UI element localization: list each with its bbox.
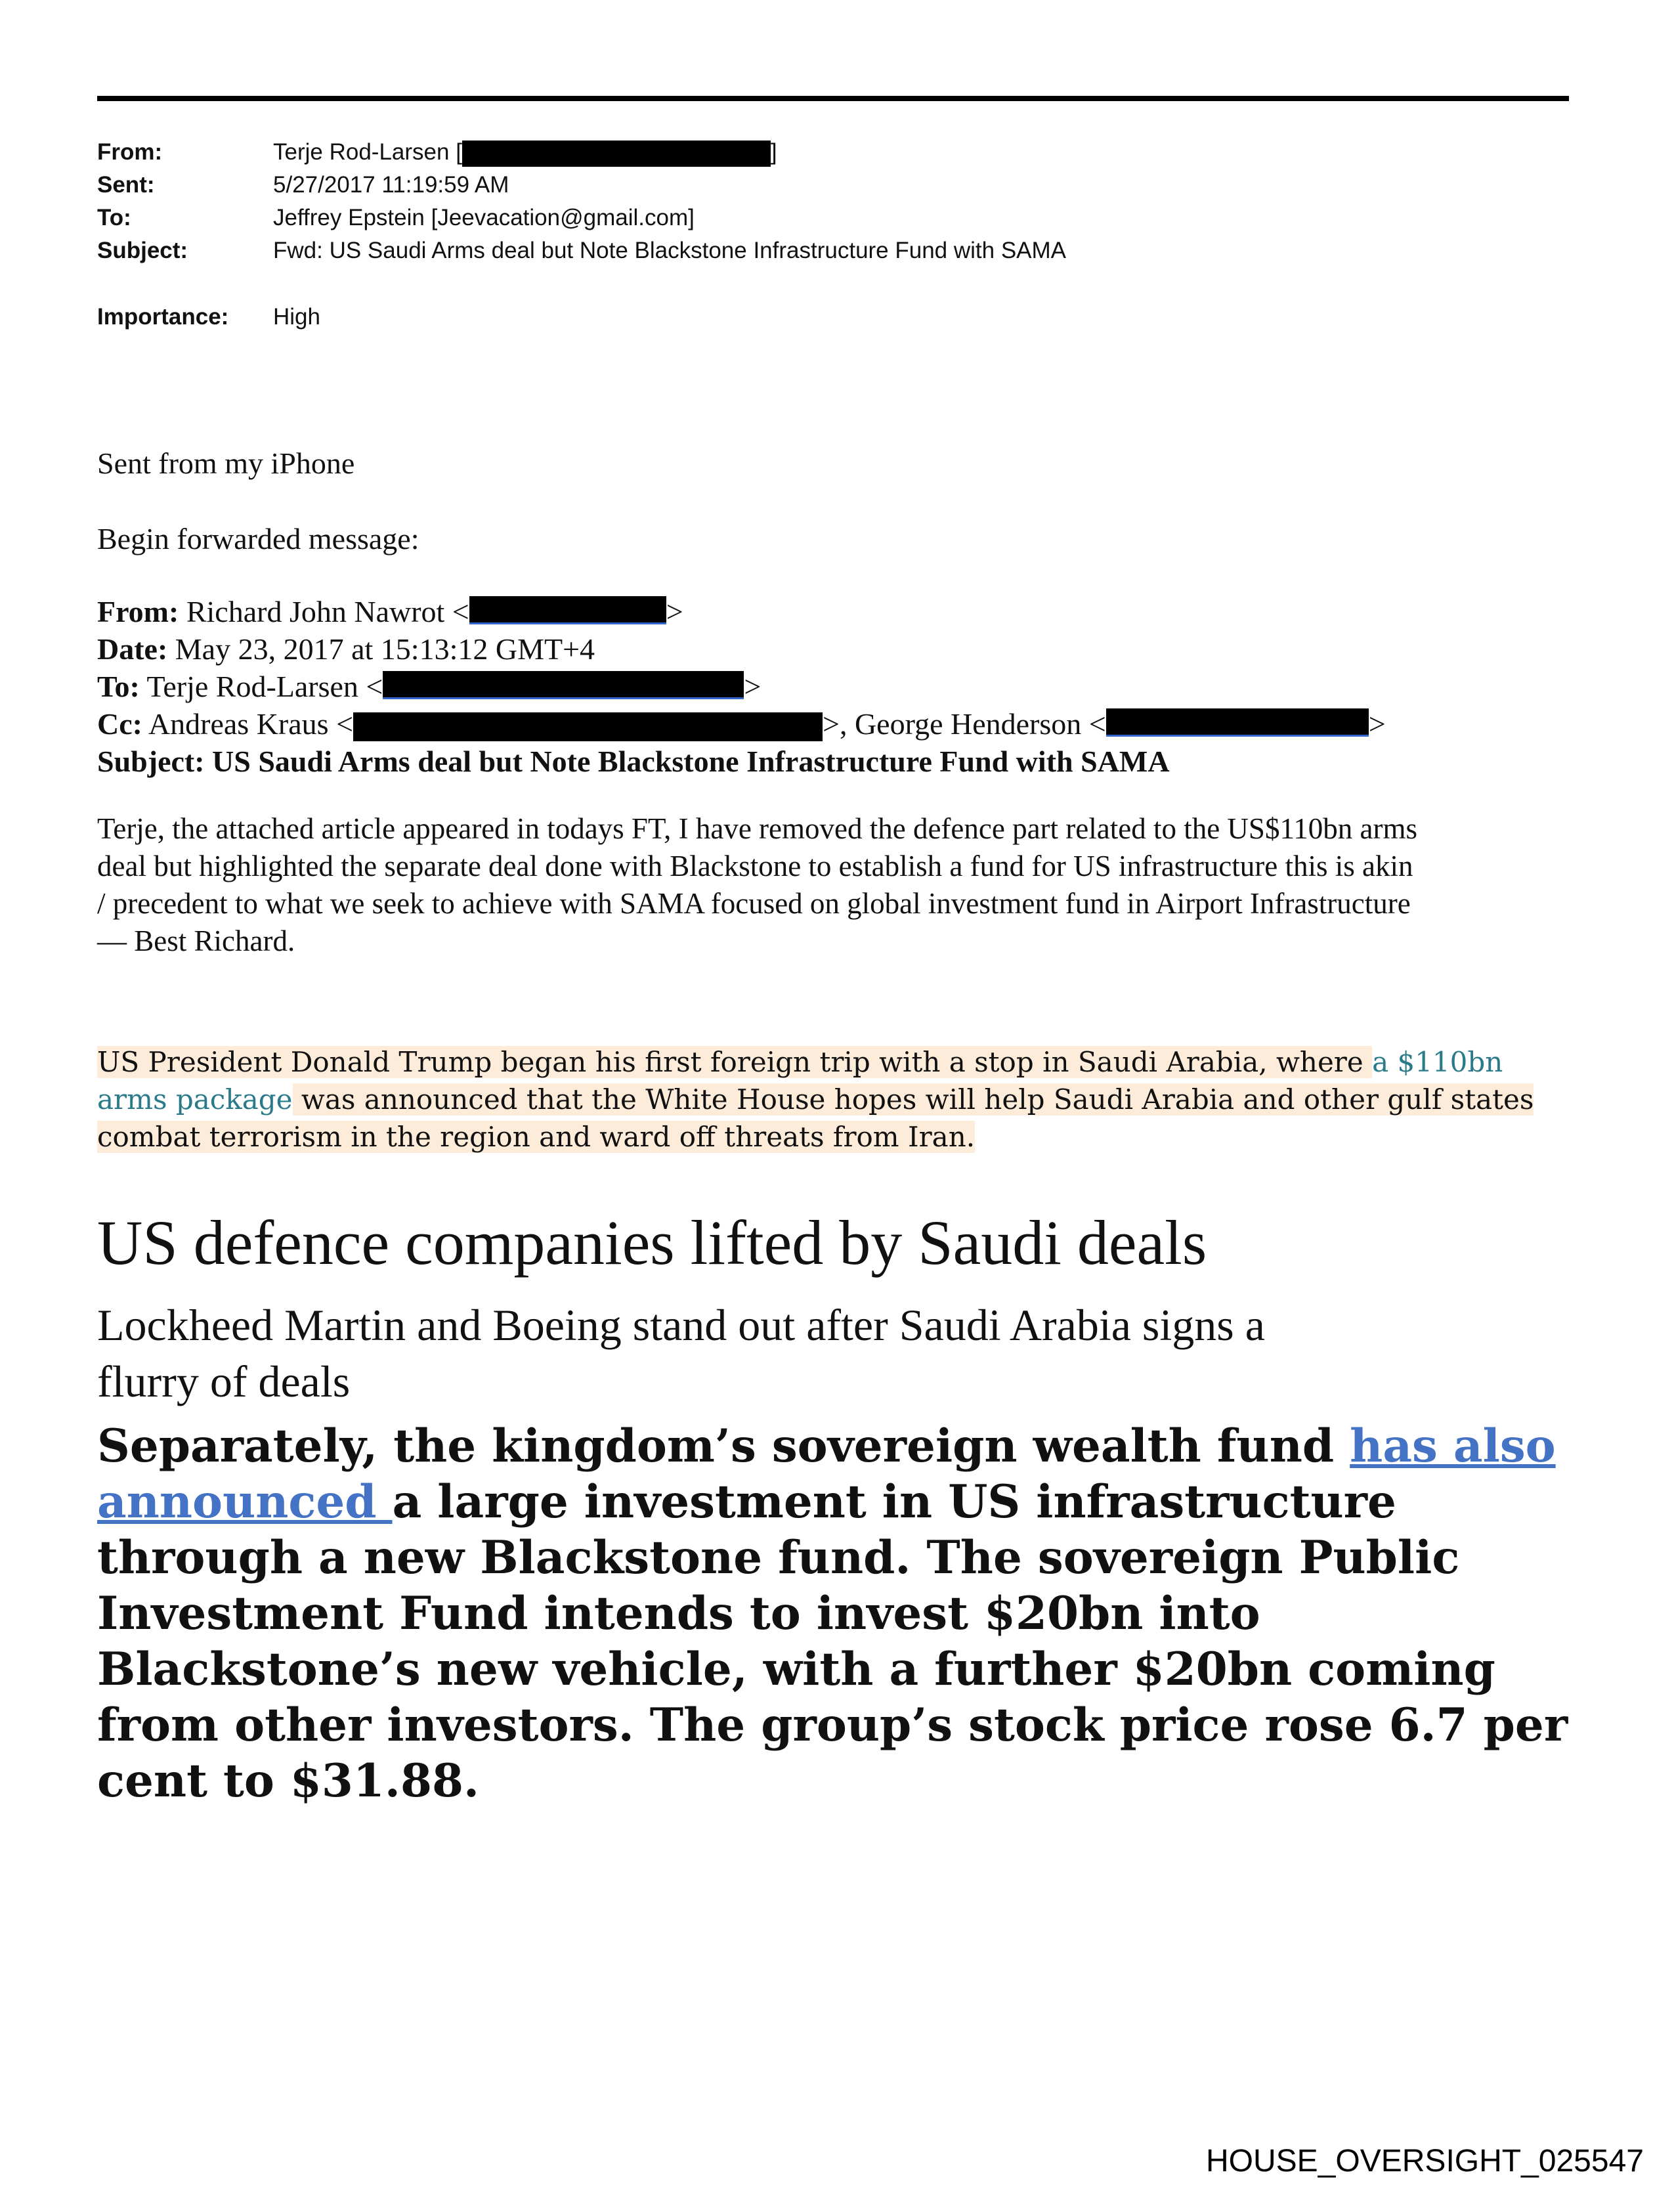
redaction-box	[469, 596, 666, 624]
message-line: — Best Richard.	[97, 924, 295, 957]
bates-number: HOUSE_OVERSIGHT_025547	[1206, 2144, 1644, 2179]
fwd-to-name: Terje Rod-Larsen <	[146, 670, 383, 703]
fwd-cc-row	[97, 705, 1386, 743]
fwd-to-row	[97, 668, 761, 705]
fwd-cc-close: >	[1368, 707, 1386, 741]
header-sent-label: Sent:	[97, 172, 155, 198]
has-also-announced-link[interactable]: announced	[97, 1475, 393, 1529]
message-line: deal but highlighted the separate deal done with Blackstone to establish a fund for US infrastructure this is akin	[97, 850, 1413, 882]
fwd-to-label: To:	[97, 670, 140, 703]
header-to-row	[97, 202, 1016, 234]
message-body	[97, 810, 1574, 960]
article-paragraph-line-5: Blackstone’s new vehicle, with a further $20bn coming	[97, 1643, 1495, 1696]
fwd-to-close: >	[744, 670, 762, 703]
header-from-value: Terje Rod-Larsen [	[273, 139, 462, 165]
header-importance-value: High	[273, 304, 320, 330]
highlight-text: was announced that the White House hopes will help Saudi Arabia and other gulf states	[292, 1083, 1534, 1116]
fwd-cc-name1: Andreas Kraus <	[148, 707, 354, 741]
header-subject-label: Subject:	[97, 238, 188, 263]
header-subject-value: Fwd: US Saudi Arms deal but Note Blackstone Infrastructure Fund with SAMA	[273, 238, 1067, 263]
article-standfirst-line-1: Lockheed Martin and Boeing stand out after Saudi Arabia signs a	[97, 1300, 1265, 1350]
fwd-from-row	[97, 593, 683, 630]
highlight-line-1	[97, 1043, 1503, 1081]
article-paragraph-line-7: cent to $31.88.	[97, 1754, 479, 1808]
fwd-from-label: From:	[97, 595, 179, 628]
header-subject-row	[97, 234, 1344, 267]
fwd-from-close: >	[666, 595, 683, 628]
header-from-row	[97, 136, 1016, 169]
highlight-line-3	[97, 1118, 975, 1156]
header-from-close: ]	[770, 139, 777, 165]
article-paragraph-line-1	[97, 1418, 1556, 1474]
article-paragraph-line-6: from other investors. The group’s stock price rose 6.7 per	[97, 1699, 1568, 1752]
arms-package-link[interactable]: arms package	[97, 1083, 293, 1116]
highlight-line-2	[97, 1081, 1534, 1118]
header-importance-label: Importance:	[97, 304, 229, 330]
top-rule	[97, 96, 1569, 101]
redaction-box	[353, 712, 823, 741]
header-sent-row	[97, 169, 1016, 202]
article-paragraph-line-3: through a new Blackstone fund. The sovereign Public	[97, 1531, 1460, 1584]
article-text: Separately, the kingdom’s sovereign wealth fund	[97, 1420, 1350, 1473]
begin-forwarded-line: Begin forwarded message:	[97, 522, 419, 555]
header-to-value: Jeffrey Epstein [Jeevacation@gmail.com]	[273, 205, 695, 230]
article-paragraph-line-2	[97, 1474, 1396, 1530]
article-standfirst-line-2: flurry of deals	[97, 1356, 351, 1406]
fwd-date-value: May 23, 2017 at 15:13:12 GMT+4	[175, 632, 595, 666]
highlight-text: combat terrorism in the region and ward off threats from Iran.	[97, 1121, 976, 1153]
fwd-subject-row	[97, 743, 1170, 780]
has-also-announced-link[interactable]: has also	[1350, 1420, 1556, 1473]
message-line: / precedent to what we seek to achieve with SAMA focused on global investment fund in Airport Infrastructure	[97, 887, 1411, 920]
header-importance-row	[97, 301, 1016, 334]
redaction-box	[383, 671, 744, 699]
fwd-cc-label: Cc:	[97, 707, 142, 741]
header-sent-value: 5/27/2017 11:19:59 AM	[273, 172, 509, 198]
fwd-cc-sep: >, George Henderson <	[823, 707, 1106, 741]
article-headline: US defence companies lifted by Saudi deals	[97, 1207, 1207, 1278]
fwd-subject-value: US Saudi Arms deal but Note Blackstone Infrastructure Fund with SAMA	[212, 745, 1170, 778]
fwd-subject-label: Subject:	[97, 745, 205, 778]
message-line: Terje, the attached article appeared in todays FT, I have removed the defence part related to the US$110bn arms	[97, 812, 1418, 845]
fwd-from-name: Richard John Nawrot <	[186, 595, 469, 628]
highlight-text: US President Donald Trump began his first foreign trip with a stop in Saudi Arabia, where	[97, 1046, 1373, 1078]
article-paragraph-line-4: Investment Fund intends to invest $20bn into	[97, 1587, 1260, 1640]
redaction-box	[1106, 708, 1369, 737]
fwd-date-label: Date:	[97, 632, 168, 666]
arms-package-link[interactable]: a $110bn	[1372, 1046, 1503, 1078]
sent-from-line: Sent from my iPhone	[97, 446, 355, 480]
header-from-label: From:	[97, 139, 163, 165]
header-to-label: To:	[97, 205, 131, 230]
redaction-box	[462, 141, 771, 167]
article-text: a large investment in US infrastructure	[392, 1475, 1396, 1529]
fwd-date-row	[97, 630, 595, 668]
